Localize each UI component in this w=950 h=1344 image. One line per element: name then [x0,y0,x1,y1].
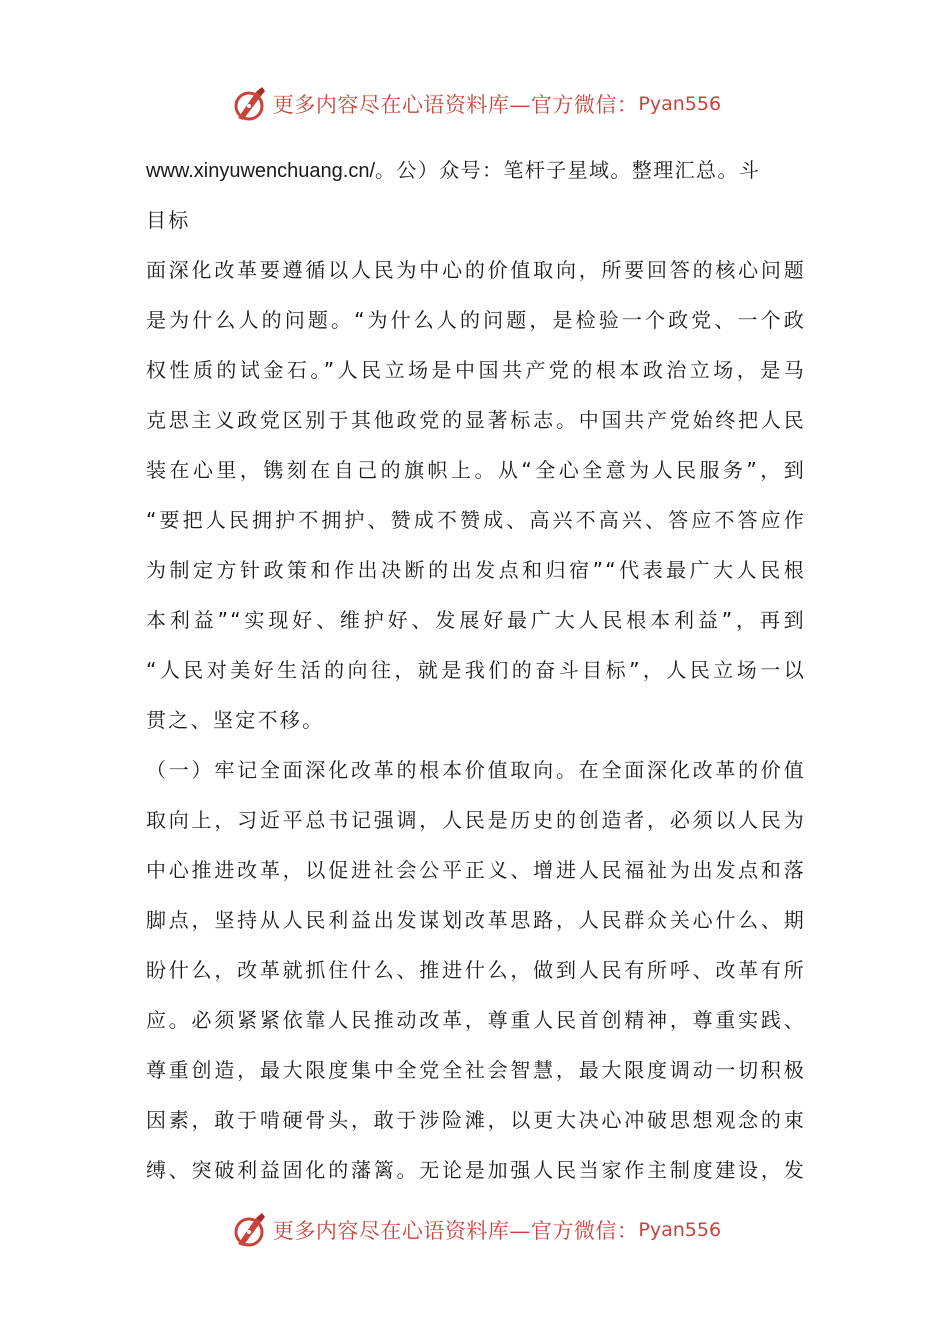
banner-text: 更多内容尽在心语资料库—官方微信： [272,1219,639,1243]
text-line: 贯之、坚定不移。 [146,708,325,732]
text-line: 取向上，习近平总书记强调，人民是历史的创造者，必须以人民为 [146,808,806,832]
text-line: 面深化改革要遵循以人民为中心的价值取向，所要回答的核心问题 [146,258,806,282]
banner-text: 更多内容尽在心语资料库—官方微信： [272,93,639,117]
source-url: www.xinyuwenchuang.cn/ [146,160,376,182]
text-line: 缚、突破利益固化的藩篱。无论是加强人民当家作主制度建设，发 [146,1158,806,1182]
pen-logo-icon [229,1210,269,1250]
footer-banner [0,1208,950,1252]
pen-logo-icon [229,84,269,124]
text-line: 为制定方针政策和作出决断的出发点和归宿”“代表最广大人民根 [146,558,806,582]
text-line: 应。必须紧紧依靠人民推动改革，尊重人民首创精神，尊重实践、 [146,1008,806,1032]
text-line: “要把人民拥护不拥护、赞成不赞成、高兴不高兴、答应不答应作 [146,508,806,532]
text-line: 本利益”“实现好、维护好、发展好最广大人民根本利益”，再到 [146,608,806,632]
text-line: （一）牢记全面深化改革的根本价值取向。在全面深化改革的价值 [146,758,806,782]
document-body [146,145,806,1195]
banner-wechat-id: Pyan556 [638,1219,722,1241]
text-line: 中心推进改革，以促进社会公平正义、增进人民福祉为出发点和落 [146,858,806,882]
text-line: 因素，敢于啃硬骨头，敢于涉险滩，以更大决心冲破思想观念的束 [146,1108,806,1132]
text-line: “人民对美好生活的向往，就是我们的奋斗目标”，人民立场一以 [146,658,806,682]
text-line: 脚点，坚持从人民利益出发谋划改革思路，人民群众关心什么、期 [146,908,806,932]
source-note: 。公）众号：笔杆子星域。整理汇总。斗 [375,158,761,182]
text-line: 克思主义政党区别于其他政党的显著标志。中国共产党始终把人民 [146,408,806,432]
text-line: 权性质的试金石。”人民立场是中国共产党的根本政治立场，是马 [146,358,806,382]
text-line: 目标 [146,208,191,232]
text-line: 尊重创造，最大限度集中全党全社会智慧，最大限度调动一切积极 [146,1058,806,1082]
text-line [146,145,806,195]
header-banner [0,82,950,126]
banner-wechat-id: Pyan556 [638,93,722,115]
text-line: 是为什么人的问题。“为什么人的问题，是检验一个政党、一个政 [146,308,806,332]
text-line: 装在心里，镌刻在自己的旗帜上。从“全心全意为人民服务”，到 [146,458,806,482]
text-line: 盼什么，改革就抓住什么、推进什么，做到人民有所呼、改革有所 [146,958,806,982]
